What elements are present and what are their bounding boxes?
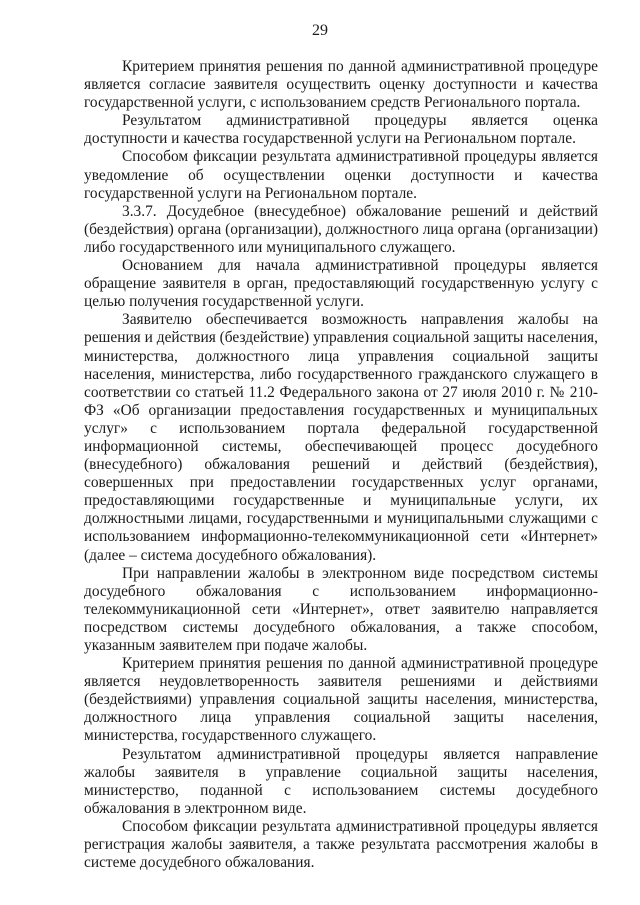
page-number: 29 <box>312 22 328 39</box>
paragraph-assessment-result: Результатом административной процедуры является оценка доступности и качества государственной услуги на Региональном портале. <box>84 112 598 148</box>
paragraph-complaint-criterion: Критерием принятия решения по данной административной процедуре является неудовлетворенность заявителя решениями и действиями (бездействиями) управления социальной защиты населения, министерства, должностного лица управления социальной защиты населения, министерства, государственного служащего. <box>84 655 598 745</box>
paragraph-electronic-complaint: При направлении жалобы в электронном виде посредством системы досудебного обжалования с использованием информационно-телекоммуникационной сети «Интернет», ответ заявителю направляется посредством системы досудебного обжалования, а также способом, указанным заявителем при подаче жалобы. <box>84 564 598 654</box>
paragraph-complaint-recording: Способом фиксации результата административной процедуры является регистрация жалобы заявителя, а также результата рассмотрения жалобы в системе досудебного обжалования. <box>84 817 598 872</box>
paragraph-procedure-basis: Основанием для начала административной процедуры является обращение заявителя в орган, предоставляющий государственную услугу с целью получения государственной услуги. <box>84 257 598 311</box>
paragraph-complaint-right: Заявителю обеспечивается возможность направления жалобы на решения и действия (бездействие) управления социальной защиты населения, министерства, должностного лица управления социальной защиты населения, министерства, либо государственного гражданского служащего в соответствии со статьей 11.2 Федерального закона от 27 июля 2010 г. № 210-ФЗ «Об организации предоставления государственных и муниципальных услуг» с использованием портала федеральной государственной информационной системы, обеспечивающей процесс досудебного (внесудебного) обжалования решений и действий (бездействия), совершенных при предоставлении государственных услуг органами, предоставляющими государственные и муниципальные услуги, их должностными лицами, государственными и муниципальными служащими с использованием информационно-телекоммуникационной сети «Интернет» (далее – система досудебного обжалования). <box>84 311 598 564</box>
section-heading-3-3-7: 3.3.7. Досудебное (внесудебное) обжалование решений и действий (бездействия) органа (организации), должностного лица органа (организации) либо государственного или муниципального служащего. <box>84 202 598 256</box>
paragraph-assessment-recording: Способом фиксации результата административной процедуры является уведомление об осуществлении оценки доступности и качества государственной услуги на Региональном портале. <box>84 148 598 202</box>
paragraph-complaint-result: Результатом административной процедуры является направление жалобы заявителя в управление социальной защиты населения, министерство, поданной с использованием системы досудебного обжалования в электронном виде. <box>84 745 598 817</box>
document-body <box>84 58 598 872</box>
paragraph-assessment-criterion: Критерием принятия решения по данной административной процедуре является согласие заявителя осуществить оценку доступности и качества государственной услуги, с использованием средств Регионального портала. <box>84 58 598 112</box>
